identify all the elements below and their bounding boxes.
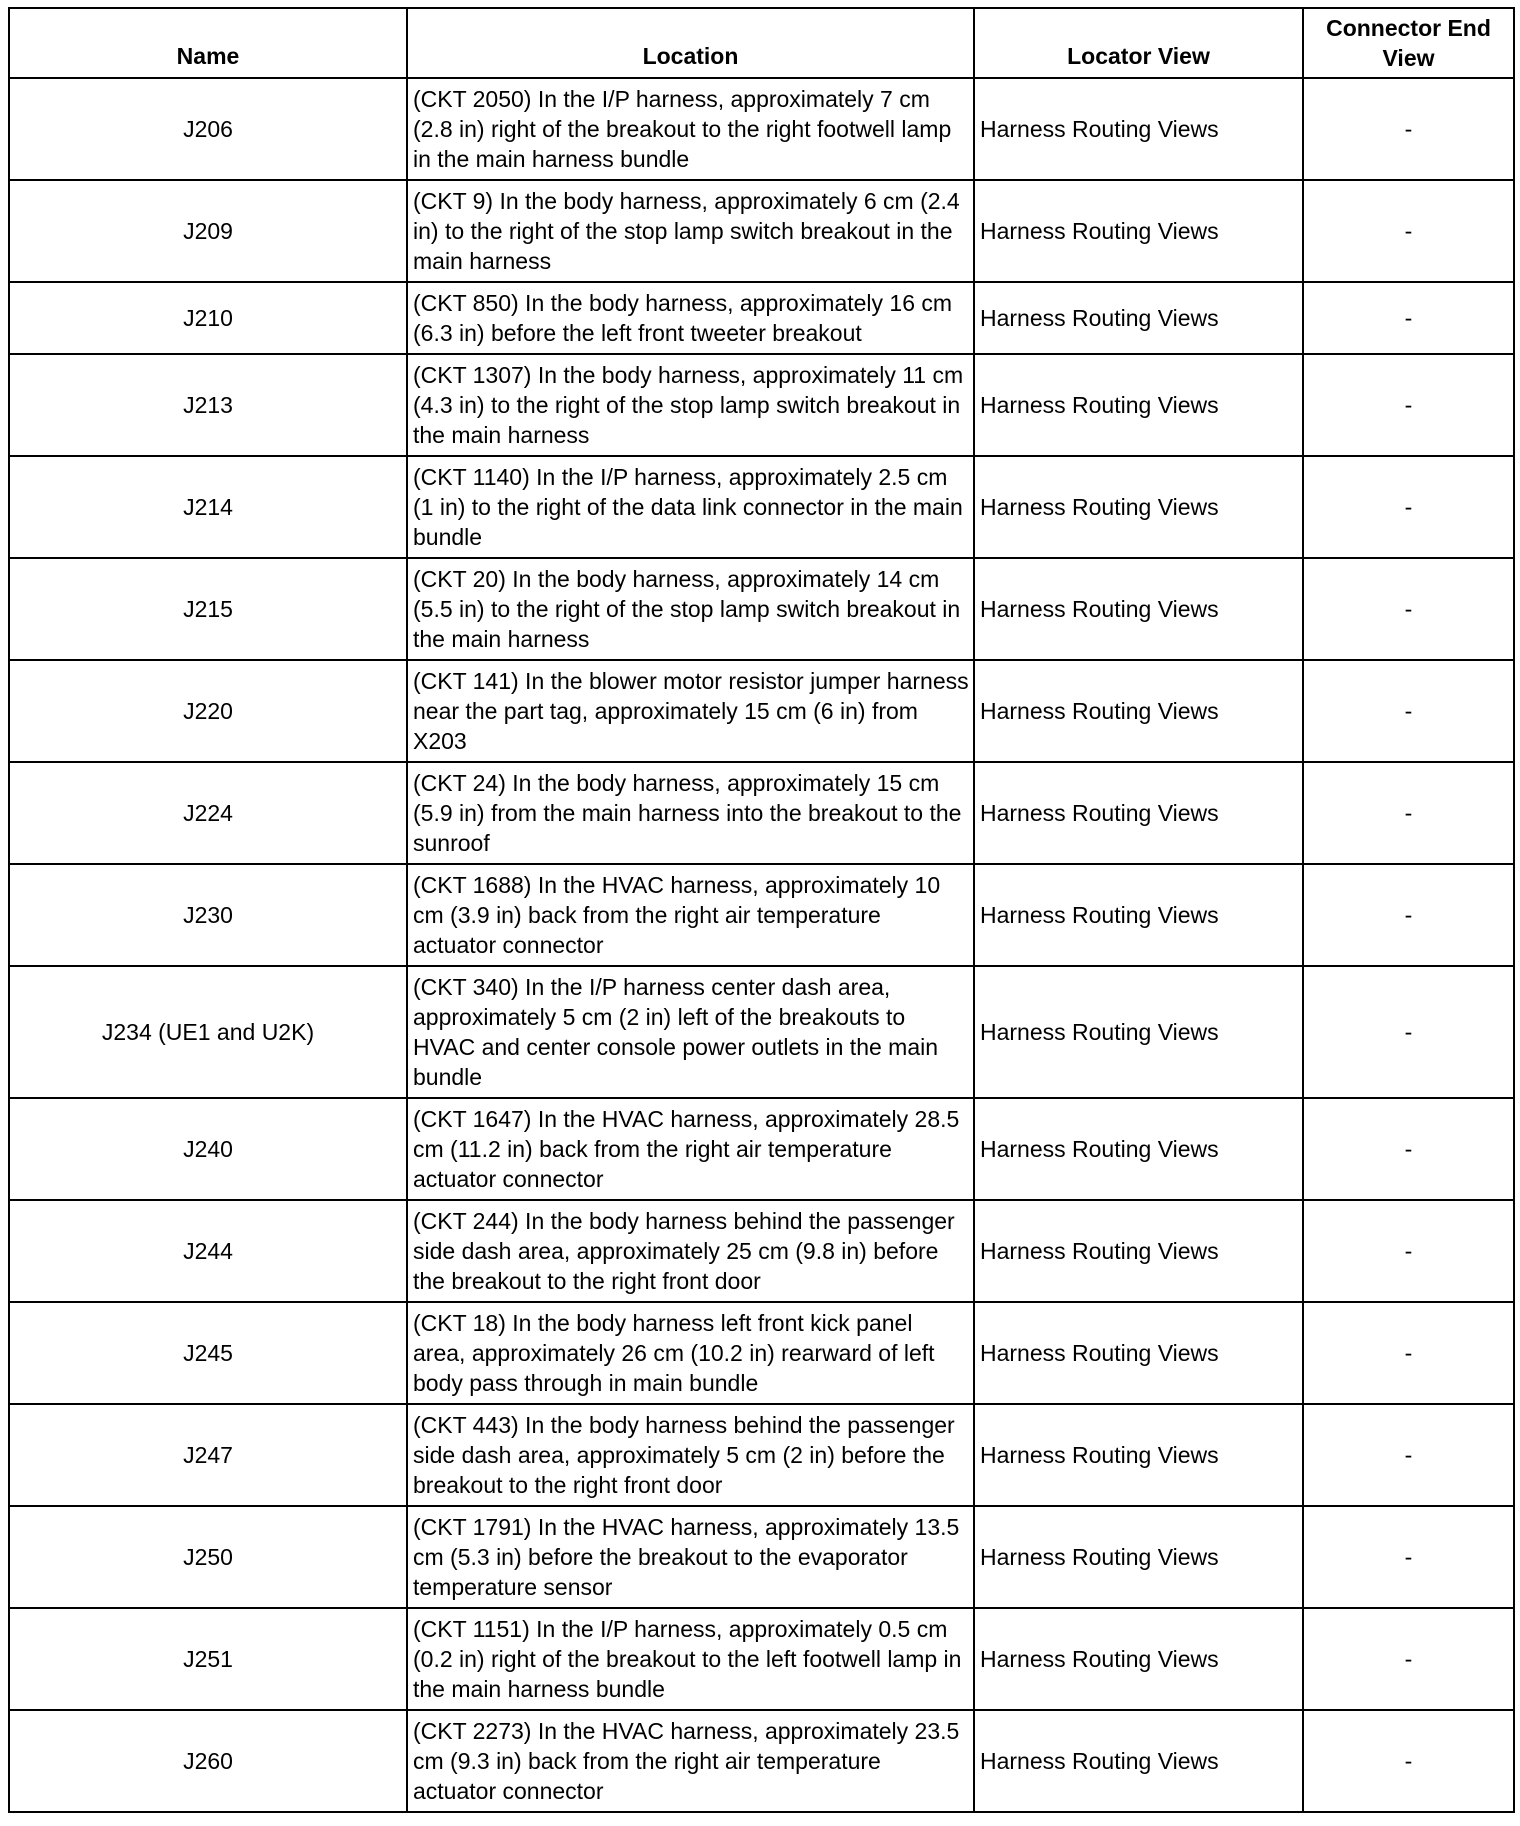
table-row [9,1200,1514,1302]
table-row [9,1608,1514,1710]
cell-name: J220 [9,660,407,762]
cell-location: (CKT 850) In the body harness, approximately 16 cm (6.3 in) before the left front tweeter breakout [407,282,974,354]
table-row [9,1506,1514,1608]
table-row [9,762,1514,864]
cell-locator-view: Harness Routing Views [974,864,1303,966]
header-locator-view: Locator View [974,8,1303,78]
cell-location: (CKT 1307) In the body harness, approximately 11 cm (4.3 in) to the right of the stop lamp switch breakout in the main harness [407,354,974,456]
cell-connector-end-view: - [1303,282,1514,354]
cell-connector-end-view: - [1303,180,1514,282]
cell-name: J224 [9,762,407,864]
cell-location: (CKT 340) In the I/P harness center dash area, approximately 5 cm (2 in) left of the breakouts to HVAC and center console power outlets in the main bundle [407,966,974,1098]
table-row [9,660,1514,762]
table-row [9,282,1514,354]
cell-connector-end-view: - [1303,354,1514,456]
cell-locator-view: Harness Routing Views [974,354,1303,456]
table-row [9,966,1514,1098]
cell-locator-view: Harness Routing Views [974,1404,1303,1506]
cell-locator-view: Harness Routing Views [974,78,1303,180]
cell-connector-end-view: - [1303,78,1514,180]
cell-locator-view: Harness Routing Views [974,966,1303,1098]
cell-connector-end-view: - [1303,864,1514,966]
table-row [9,558,1514,660]
cell-name: J247 [9,1404,407,1506]
cell-connector-end-view: - [1303,558,1514,660]
cell-locator-view: Harness Routing Views [974,1200,1303,1302]
cell-connector-end-view: - [1303,660,1514,762]
table-row [9,180,1514,282]
header-row [9,8,1514,78]
table-row [9,864,1514,966]
cell-connector-end-view: - [1303,966,1514,1098]
cell-connector-end-view: - [1303,1608,1514,1710]
cell-locator-view: Harness Routing Views [974,282,1303,354]
cell-location: (CKT 2050) In the I/P harness, approximately 7 cm (2.8 in) right of the breakout to the right footwell lamp in the main harness bundle [407,78,974,180]
cell-location: (CKT 244) In the body harness behind the passenger side dash area, approximately 25 cm (9.8 in) before the breakout to the right front door [407,1200,974,1302]
table-row [9,354,1514,456]
cell-location: (CKT 1791) In the HVAC harness, approximately 13.5 cm (5.3 in) before the breakout to the evaporator temperature sensor [407,1506,974,1608]
cell-location: (CKT 1647) In the HVAC harness, approximately 28.5 cm (11.2 in) back from the right air temperature actuator connector [407,1098,974,1200]
cell-name: J210 [9,282,407,354]
cell-connector-end-view: - [1303,1710,1514,1812]
cell-connector-end-view: - [1303,762,1514,864]
cell-connector-end-view: - [1303,1200,1514,1302]
cell-name: J251 [9,1608,407,1710]
cell-connector-end-view: - [1303,1404,1514,1506]
cell-name: J250 [9,1506,407,1608]
header-name: Name [9,8,407,78]
cell-name: J209 [9,180,407,282]
cell-name: J234 (UE1 and U2K) [9,966,407,1098]
cell-location: (CKT 1688) In the HVAC harness, approximately 10 cm (3.9 in) back from the right air temperature actuator connector [407,864,974,966]
cell-name: J206 [9,78,407,180]
cell-name: J240 [9,1098,407,1200]
cell-connector-end-view: - [1303,1098,1514,1200]
cell-location: (CKT 24) In the body harness, approximately 15 cm (5.9 in) from the main harness into the breakout to the sunroof [407,762,974,864]
harness-junction-table [8,7,1515,1813]
cell-location: (CKT 141) In the blower motor resistor jumper harness near the part tag, approximately 15 cm (6 in) from X203 [407,660,974,762]
cell-connector-end-view: - [1303,1506,1514,1608]
cell-location: (CKT 2273) In the HVAC harness, approximately 23.5 cm (9.3 in) back from the right air temperature actuator connector [407,1710,974,1812]
cell-connector-end-view: - [1303,456,1514,558]
cell-locator-view: Harness Routing Views [974,180,1303,282]
header-location: Location [407,8,974,78]
cell-connector-end-view: - [1303,1302,1514,1404]
table-header [9,8,1514,78]
cell-location: (CKT 18) In the body harness left front kick panel area, approximately 26 cm (10.2 in) rearward of left body pass through in main bundle [407,1302,974,1404]
cell-locator-view: Harness Routing Views [974,1608,1303,1710]
cell-location: (CKT 1151) In the I/P harness, approximately 0.5 cm (0.2 in) right of the breakout to the left footwell lamp in the main harness bundle [407,1608,974,1710]
cell-location: (CKT 20) In the body harness, approximately 14 cm (5.5 in) to the right of the stop lamp switch breakout in the main harness [407,558,974,660]
cell-locator-view: Harness Routing Views [974,1098,1303,1200]
header-connector-end-view: Connector End View [1303,8,1514,78]
cell-location: (CKT 9) In the body harness, approximately 6 cm (2.4 in) to the right of the stop lamp switch breakout in the main harness [407,180,974,282]
table-row [9,78,1514,180]
cell-name: J213 [9,354,407,456]
cell-name: J214 [9,456,407,558]
cell-locator-view: Harness Routing Views [974,762,1303,864]
table-row [9,1098,1514,1200]
table-row [9,1710,1514,1812]
table-row [9,456,1514,558]
cell-name: J215 [9,558,407,660]
cell-locator-view: Harness Routing Views [974,660,1303,762]
cell-location: (CKT 443) In the body harness behind the passenger side dash area, approximately 5 cm (2 in) before the breakout to the right front door [407,1404,974,1506]
cell-name: J230 [9,864,407,966]
cell-locator-view: Harness Routing Views [974,1506,1303,1608]
harness-table-sheet [8,7,1513,1813]
cell-locator-view: Harness Routing Views [974,1710,1303,1812]
cell-location: (CKT 1140) In the I/P harness, approximately 2.5 cm (1 in) to the right of the data link connector in the main bundle [407,456,974,558]
cell-locator-view: Harness Routing Views [974,1302,1303,1404]
cell-name: J245 [9,1302,407,1404]
cell-locator-view: Harness Routing Views [974,558,1303,660]
cell-name: J260 [9,1710,407,1812]
table-row [9,1302,1514,1404]
cell-locator-view: Harness Routing Views [974,456,1303,558]
table-row [9,1404,1514,1506]
table-body [9,78,1514,1812]
cell-name: J244 [9,1200,407,1302]
